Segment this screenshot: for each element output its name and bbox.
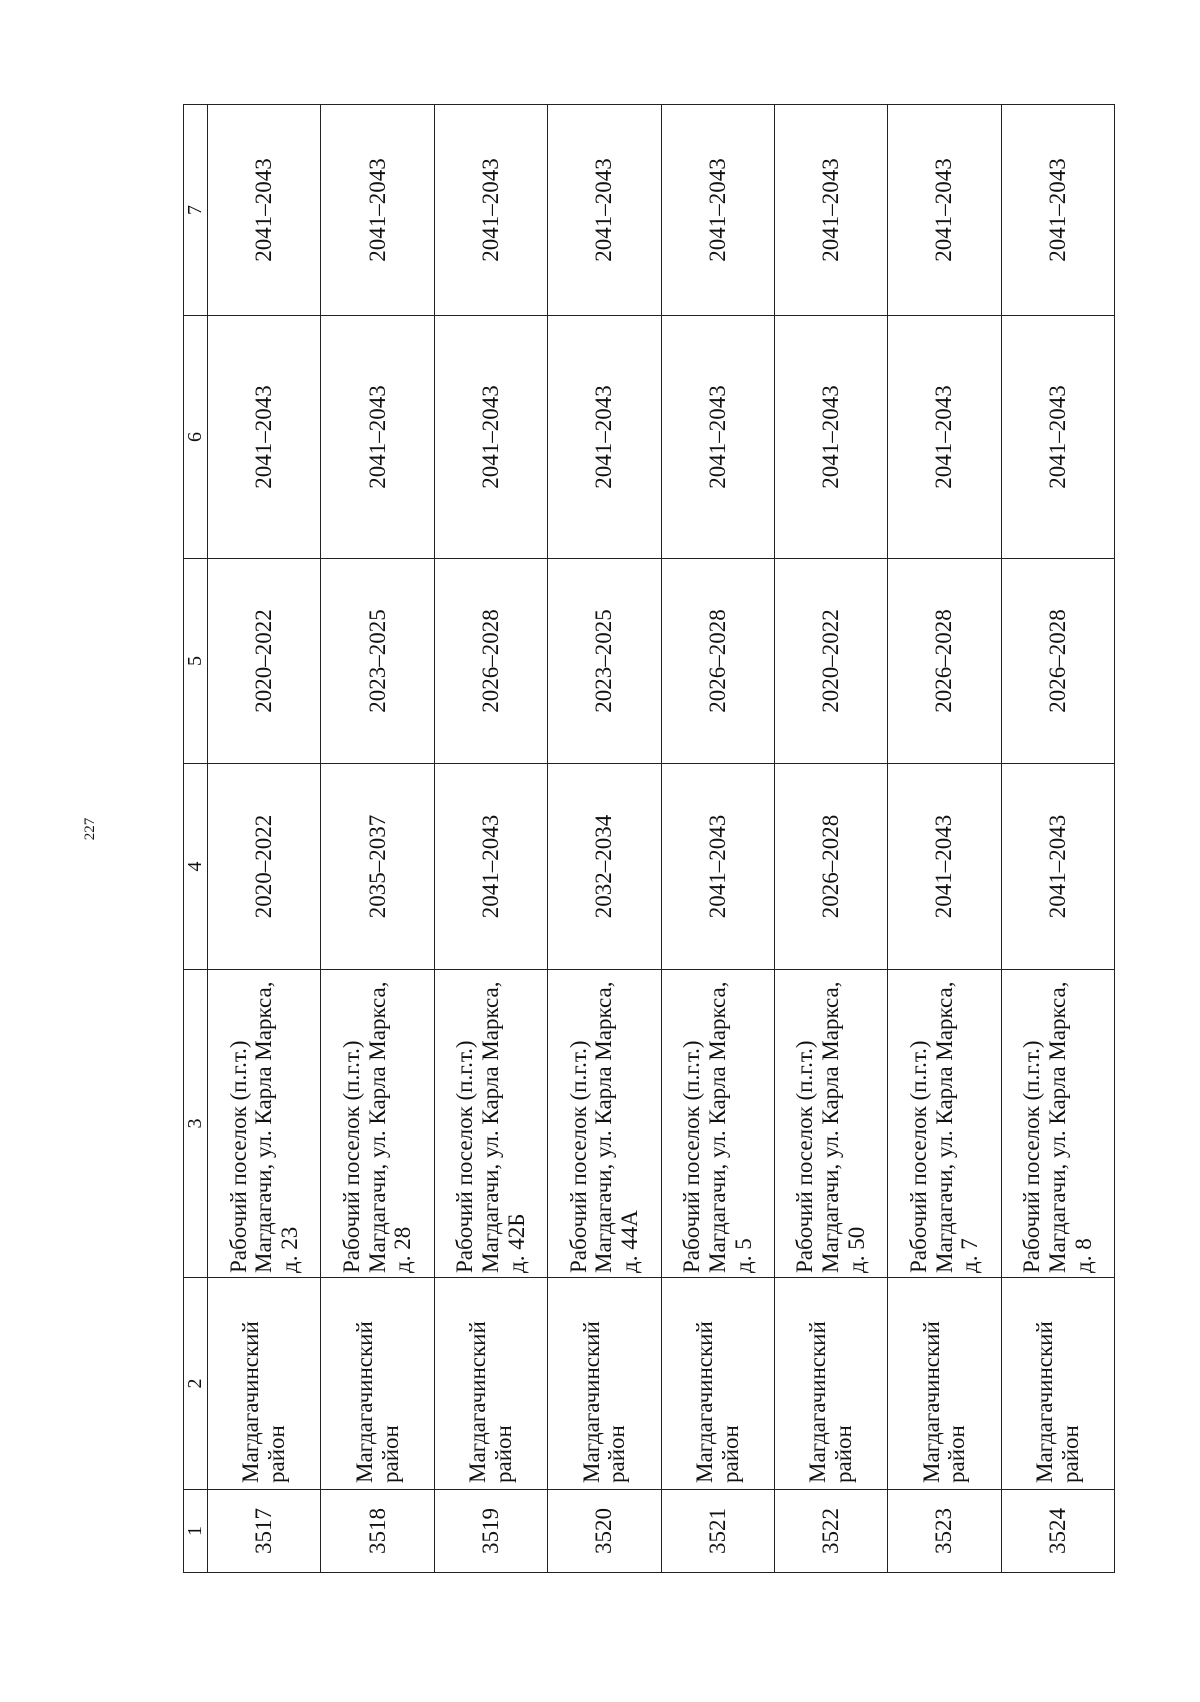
period-cell: 2032–2034 bbox=[548, 764, 661, 970]
period-cell: 2041–2043 bbox=[208, 105, 321, 316]
period-cell: 2041–2043 bbox=[321, 105, 434, 316]
column-header: 2 bbox=[184, 1278, 208, 1490]
period-cell: 2020–2022 bbox=[774, 559, 887, 764]
address-cell: Рабочий поселок (п.г.т.) Магдагачи, ул. Карла Маркса, д. 28 bbox=[321, 970, 434, 1278]
period-cell: 2026–2028 bbox=[774, 764, 887, 970]
address-cell: Рабочий поселок (п.г.т.) Магдагачи, ул. Карла Маркса, д. 7 bbox=[888, 970, 1001, 1278]
period-cell: 2041–2043 bbox=[888, 316, 1001, 559]
rotated-table-container bbox=[183, 105, 1115, 1573]
region-cell: Магдагачинский район bbox=[774, 1278, 887, 1490]
row-number: 3520 bbox=[548, 1490, 661, 1573]
period-cell: 2023–2025 bbox=[321, 559, 434, 764]
column-header: 1 bbox=[184, 1490, 208, 1573]
period-cell: 2041–2043 bbox=[1001, 764, 1114, 970]
address-cell: Рабочий поселок (п.г.т.) Магдагачи, ул. Карла Маркса, д. 50 bbox=[774, 970, 887, 1278]
row-number: 3519 bbox=[434, 1490, 547, 1573]
table-row bbox=[548, 105, 661, 1573]
row-number: 3522 bbox=[774, 1490, 887, 1573]
period-cell: 2041–2043 bbox=[434, 105, 547, 316]
region-cell: Магдагачинский район bbox=[661, 1278, 774, 1490]
address-cell: Рабочий поселок (п.г.т.) Магдагачи, ул. Карла Маркса, д. 23 bbox=[208, 970, 321, 1278]
column-header: 6 bbox=[184, 316, 208, 559]
period-cell: 2041–2043 bbox=[888, 105, 1001, 316]
table-row bbox=[208, 105, 321, 1573]
period-cell: 2041–2043 bbox=[661, 764, 774, 970]
period-cell: 2041–2043 bbox=[661, 105, 774, 316]
period-cell: 2041–2043 bbox=[434, 316, 547, 559]
period-cell: 2026–2028 bbox=[888, 559, 1001, 764]
column-header: 4 bbox=[184, 764, 208, 970]
period-cell: 2041–2043 bbox=[548, 316, 661, 559]
row-number: 3517 bbox=[208, 1490, 321, 1573]
page-number: 227 bbox=[82, 817, 98, 841]
table-body bbox=[208, 105, 1115, 1573]
table-row bbox=[661, 105, 774, 1573]
period-cell: 2041–2043 bbox=[661, 316, 774, 559]
table-row bbox=[888, 105, 1001, 1573]
region-cell: Магдагачинский район bbox=[321, 1278, 434, 1490]
table-row bbox=[434, 105, 547, 1573]
table-header bbox=[184, 105, 208, 1573]
column-header: 3 bbox=[184, 970, 208, 1278]
data-table bbox=[183, 104, 1115, 1573]
period-cell: 2041–2043 bbox=[774, 105, 887, 316]
region-cell: Магдагачинский район bbox=[1001, 1278, 1114, 1490]
region-cell: Магдагачинский район bbox=[548, 1278, 661, 1490]
period-cell: 2041–2043 bbox=[434, 764, 547, 970]
table-row bbox=[1001, 105, 1114, 1573]
period-cell: 2041–2043 bbox=[548, 105, 661, 316]
address-cell: Рабочий поселок (п.г.т.) Магдагачи, ул. Карла Маркса, д. 8 bbox=[1001, 970, 1114, 1278]
period-cell: 2041–2043 bbox=[1001, 105, 1114, 316]
header-row bbox=[184, 105, 208, 1573]
period-cell: 2041–2043 bbox=[774, 316, 887, 559]
period-cell: 2026–2028 bbox=[661, 559, 774, 764]
period-cell: 2020–2022 bbox=[208, 559, 321, 764]
region-cell: Магдагачинский район bbox=[888, 1278, 1001, 1490]
address-cell: Рабочий поселок (п.г.т.) Магдагачи, ул. Карла Маркса, д. 44А bbox=[548, 970, 661, 1278]
address-cell: Рабочий поселок (п.г.т.) Магдагачи, ул. Карла Маркса, д. 5 bbox=[661, 970, 774, 1278]
table-row bbox=[321, 105, 434, 1573]
period-cell: 2041–2043 bbox=[888, 764, 1001, 970]
period-cell: 2041–2043 bbox=[321, 316, 434, 559]
row-number: 3521 bbox=[661, 1490, 774, 1573]
period-cell: 2026–2028 bbox=[434, 559, 547, 764]
period-cell: 2020–2022 bbox=[208, 764, 321, 970]
region-cell: Магдагачинский район bbox=[208, 1278, 321, 1490]
period-cell: 2041–2043 bbox=[1001, 316, 1114, 559]
column-header: 7 bbox=[184, 105, 208, 316]
period-cell: 2035–2037 bbox=[321, 764, 434, 970]
period-cell: 2023–2025 bbox=[548, 559, 661, 764]
row-number: 3524 bbox=[1001, 1490, 1114, 1573]
row-number: 3518 bbox=[321, 1490, 434, 1573]
row-number: 3523 bbox=[888, 1490, 1001, 1573]
period-cell: 2026–2028 bbox=[1001, 559, 1114, 764]
period-cell: 2041–2043 bbox=[208, 316, 321, 559]
column-header: 5 bbox=[184, 559, 208, 764]
address-cell: Рабочий поселок (п.г.т.) Магдагачи, ул. Карла Маркса, д. 42Б bbox=[434, 970, 547, 1278]
region-cell: Магдагачинский район bbox=[434, 1278, 547, 1490]
table-row bbox=[774, 105, 887, 1573]
